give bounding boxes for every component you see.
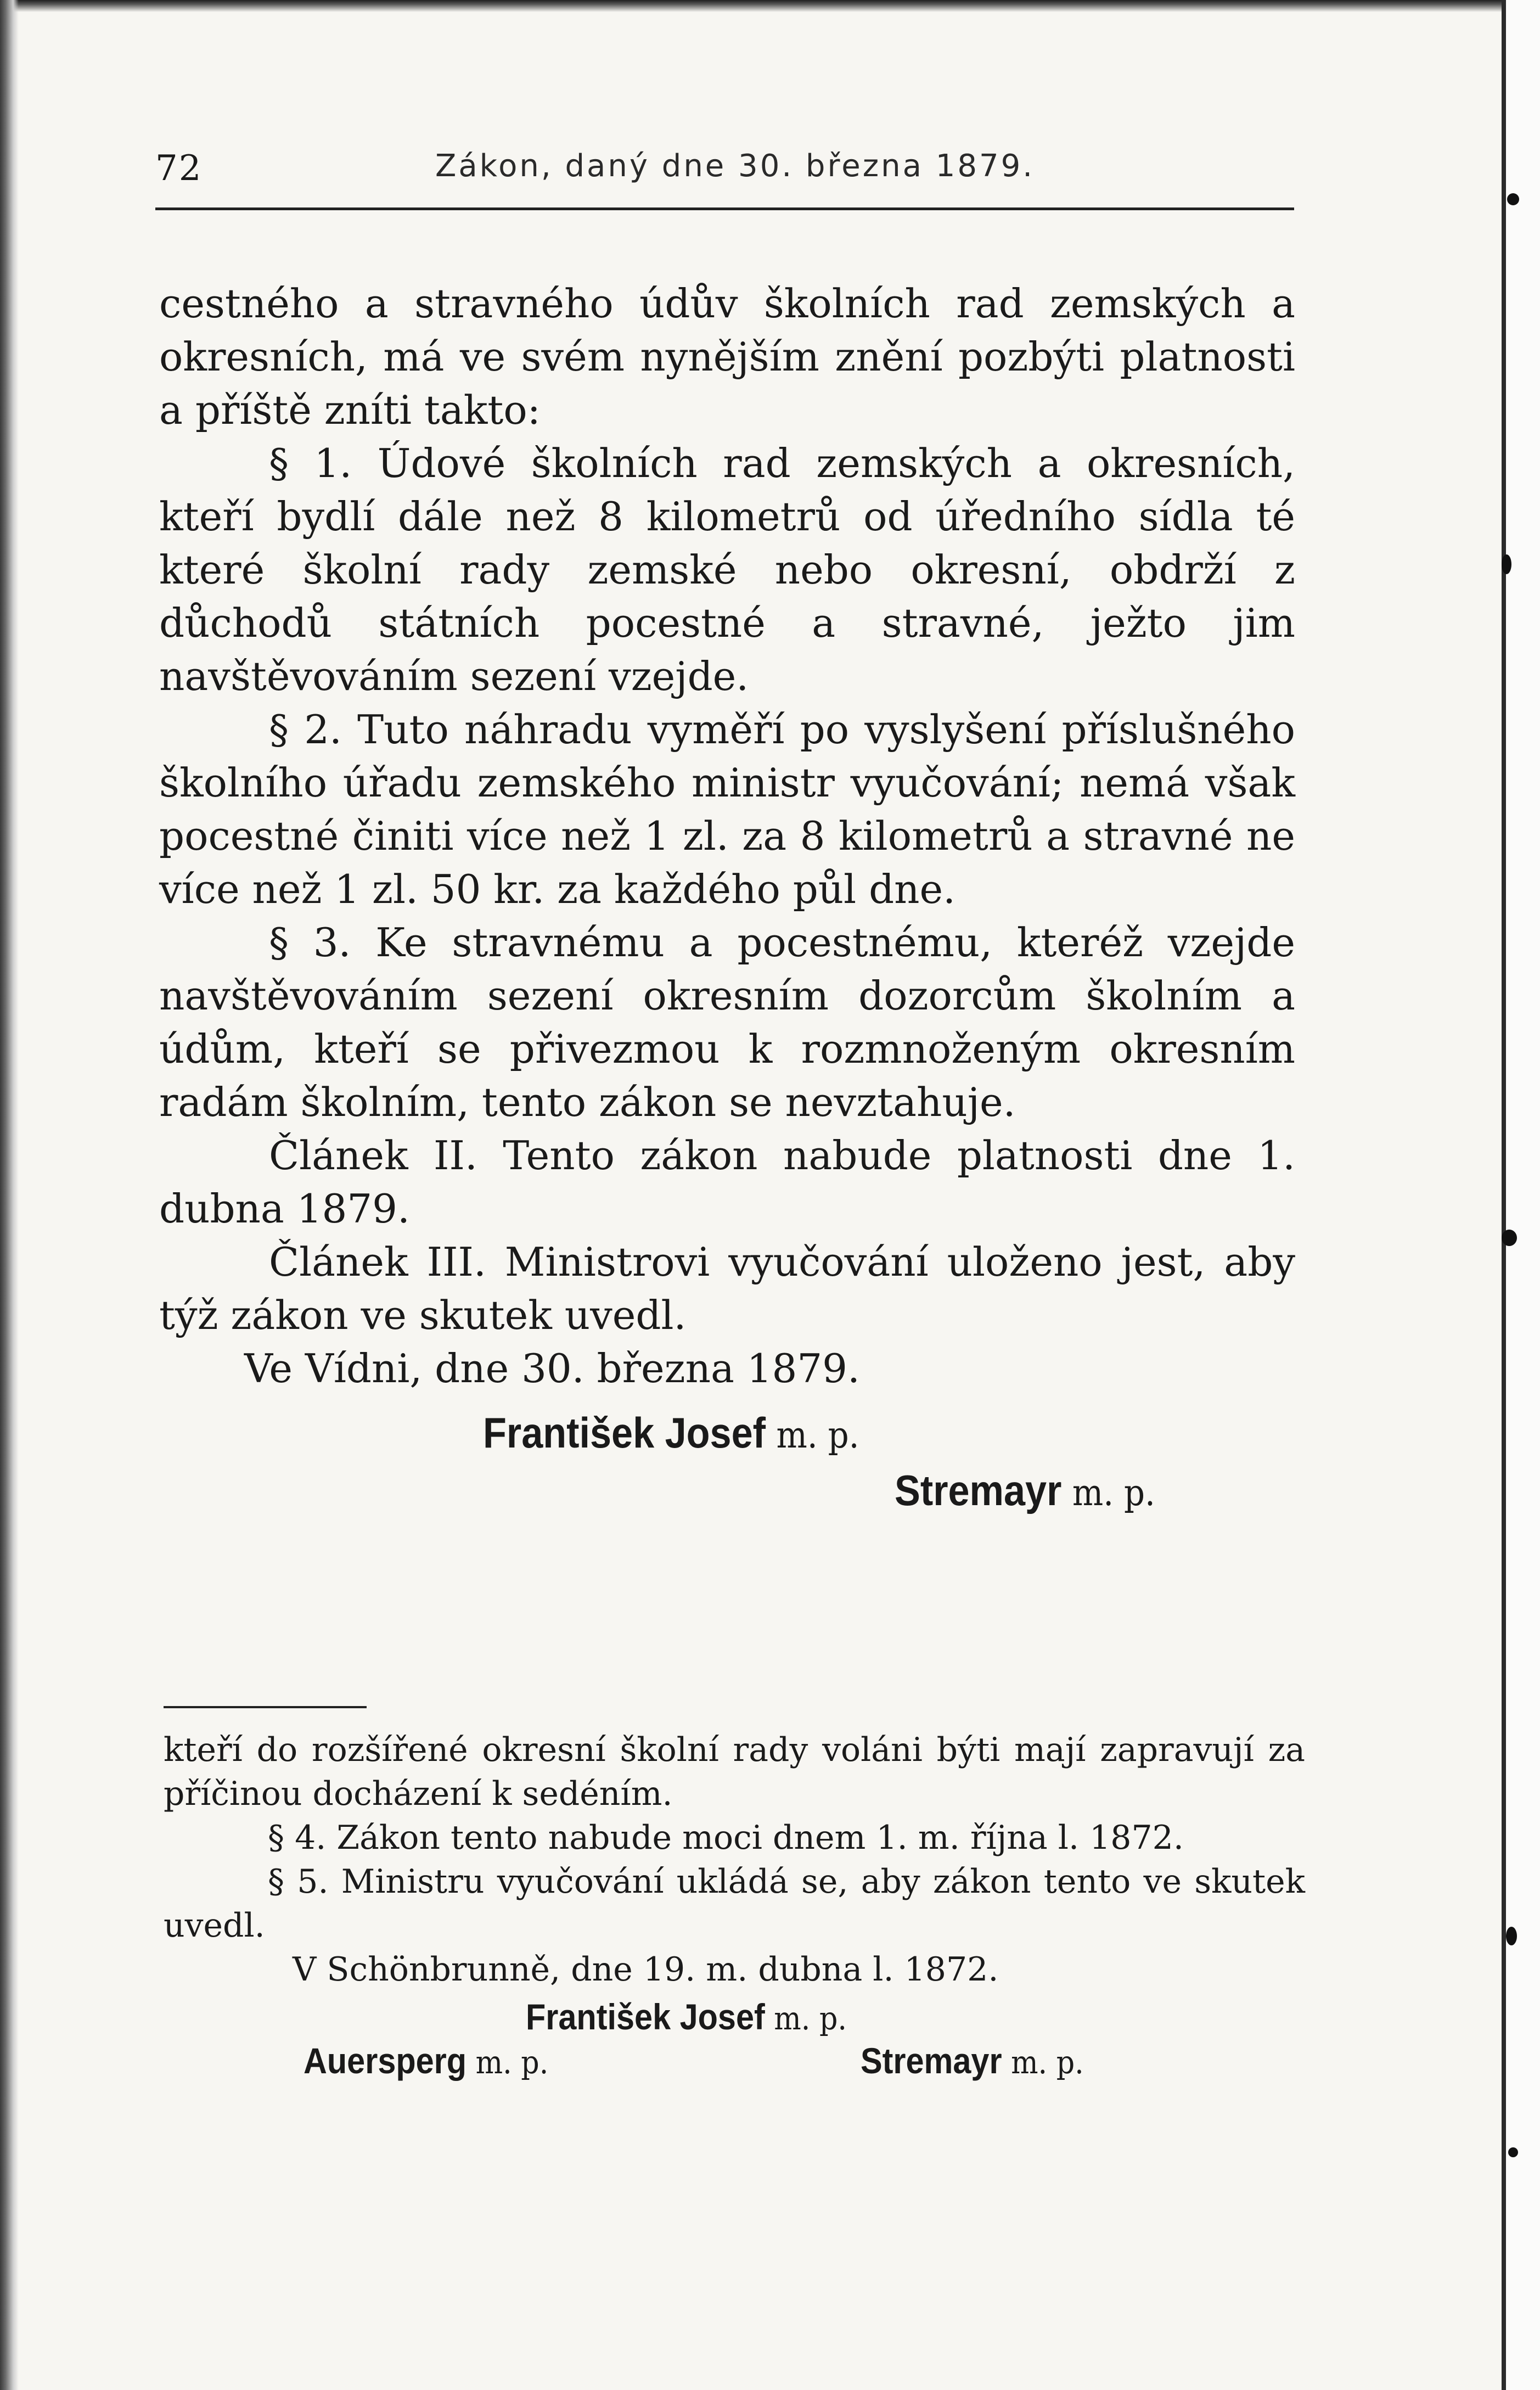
paragraph-section-2: § 2. Tuto náhradu vyměří po vyslyšení příslušného školního úřadu zemského ministr vyučování; nemá však pocestné činiti více než 1 zl. za 8 kilometrů a stravné ne více než 1 zl. 50 kr. za každého půl dne.	[159, 706, 1295, 912]
paragraph-section-3: § 3. Ke stravnému a pocestnému, kteréž vzejde navštěvováním sezení okresním dozorcům školním a údům, kteří se přivezmou k rozmnoženým okresním radám školním, tento zákon se nevztahuje.	[159, 919, 1295, 1125]
scan-speck	[1502, 1230, 1517, 1246]
signature-frantisek-josef	[483, 1406, 859, 1462]
page-left-edge	[0, 0, 19, 2390]
page-right-edge	[1502, 0, 1506, 2390]
scan-speck	[1507, 193, 1519, 205]
footnote-signature-block	[164, 1995, 1305, 2094]
paragraph-article-3: Článek III. Ministrovi vyučování uloženo jest, aby týž zákon ve skutek uvedl.	[159, 1239, 1295, 1338]
main-text	[159, 277, 1295, 1538]
paragraph-section-1: § 1. Údové školních rad zemských a okresních, kteří bydlí dále než 8 kilometrů od úředního sídla té které školní rady zemské nebo okresní, obdrží z důchodů státních pocestné a stravné, ježto jim navštěvováním sezení vzejde.	[159, 440, 1295, 699]
signature-name: František Josef	[483, 1409, 766, 1457]
page-right-margin	[1506, 0, 1540, 2390]
footnote-signature-frantisek-josef	[526, 1995, 847, 2040]
scan-speck	[1508, 2147, 1518, 2157]
footnote-signature-auersperg	[303, 2039, 548, 2084]
signature-block	[159, 1406, 1295, 1538]
page-number: 72	[155, 148, 203, 189]
scan-speck	[1502, 554, 1511, 574]
footnote-section-5: § 5. Ministru vyučování ukládá se, aby zákon tento ve skutek uvedl.	[164, 1862, 1305, 1945]
signature-mp: m. p.	[776, 1414, 859, 1456]
page-top-edge	[0, 0, 1540, 12]
paragraph-article-2: Článek II. Tento zákon nabude platnosti dne 1. dubna 1879.	[159, 1132, 1295, 1232]
signature-mp: m. p.	[1011, 2044, 1084, 2081]
signature-stremayr	[895, 1464, 1155, 1519]
footnote-section-4: § 4. Zákon tento nabude moci dnem 1. m. října l. 1872.	[268, 1819, 1184, 1857]
place-date: Ve Vídni, dne 30. března 1879.	[244, 1345, 860, 1392]
footnote-signature-stremayr	[861, 2039, 1084, 2084]
footnote-place-date: V Schönbrunně, dne 19. m. dubna l. 1872.	[293, 1950, 999, 1989]
signature-name: Stremayr	[861, 2040, 1002, 2081]
signature-mp: m. p.	[1072, 1472, 1155, 1514]
footnote-rule	[164, 1706, 367, 1708]
signature-mp: m. p.	[774, 2000, 847, 2037]
footnote	[164, 1728, 1305, 2094]
header-rule	[155, 207, 1294, 210]
scan-speck	[1506, 1927, 1517, 1945]
signature-name: Auersperg	[303, 2040, 467, 2081]
paragraph: cestného a stravného údův školních rad zemských a okresních, má ve svém nynějším znění pozbýti platnosti a příště zníti takto:	[159, 280, 1295, 433]
footnote-paragraph: kteří do rozšířené okresní školní rady voláni býti mají zapravují za příčinou docházení k sedéním.	[164, 1731, 1305, 1813]
signature-name: Stremayr	[895, 1466, 1062, 1514]
running-head: Zákon, daný dne 30. března 1879.	[435, 148, 1035, 184]
signature-mp: m. p.	[475, 2044, 549, 2081]
signature-name: František Josef	[526, 1996, 765, 2037]
page-header	[155, 148, 1294, 192]
